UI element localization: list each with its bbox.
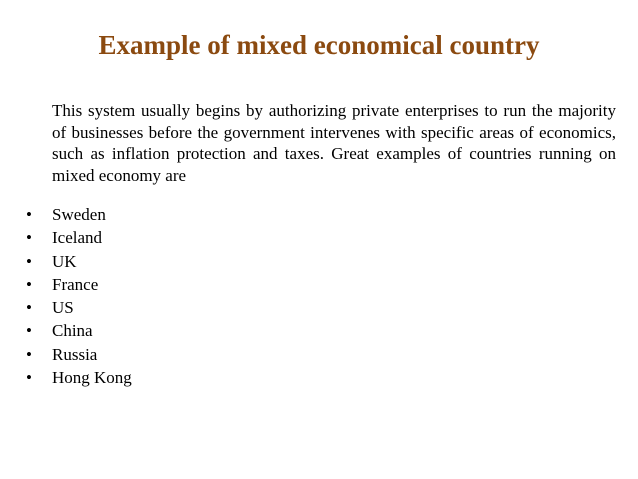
country-name: Russia xyxy=(52,344,98,364)
bullet-icon: • xyxy=(26,368,32,388)
bullet-icon: • xyxy=(26,205,32,224)
bullet-icon: • xyxy=(26,344,32,364)
country-name: France xyxy=(52,274,99,294)
bullet-icon: • xyxy=(26,274,32,294)
country-name: US xyxy=(52,298,74,318)
country-name: Hong Kong xyxy=(52,368,132,388)
list-item xyxy=(26,343,426,366)
country-name: Iceland xyxy=(52,228,103,248)
list-item xyxy=(26,366,426,389)
intro-paragraph: This system usually begins by authorizing private enterprises to run the majority of businesses before the government intervenes with specific areas of economics, such as inflation protection and taxes. Great examples of countries running on mixed economy are xyxy=(52,101,616,185)
list-item xyxy=(26,226,426,249)
country-name: China xyxy=(52,321,93,341)
country-name: UK xyxy=(52,251,77,271)
bullet-icon: • xyxy=(26,228,32,248)
list-item xyxy=(26,296,426,319)
list-item xyxy=(26,203,426,226)
bullet-icon: • xyxy=(26,321,32,341)
list-item xyxy=(26,250,426,273)
bullet-icon: • xyxy=(26,251,32,271)
country-list xyxy=(26,203,426,389)
bullet-icon: • xyxy=(26,298,32,318)
country-name: Sweden xyxy=(52,205,106,224)
slide-title: Example of mixed economical country xyxy=(98,30,540,60)
list-item xyxy=(26,273,426,296)
list-item xyxy=(26,319,426,342)
